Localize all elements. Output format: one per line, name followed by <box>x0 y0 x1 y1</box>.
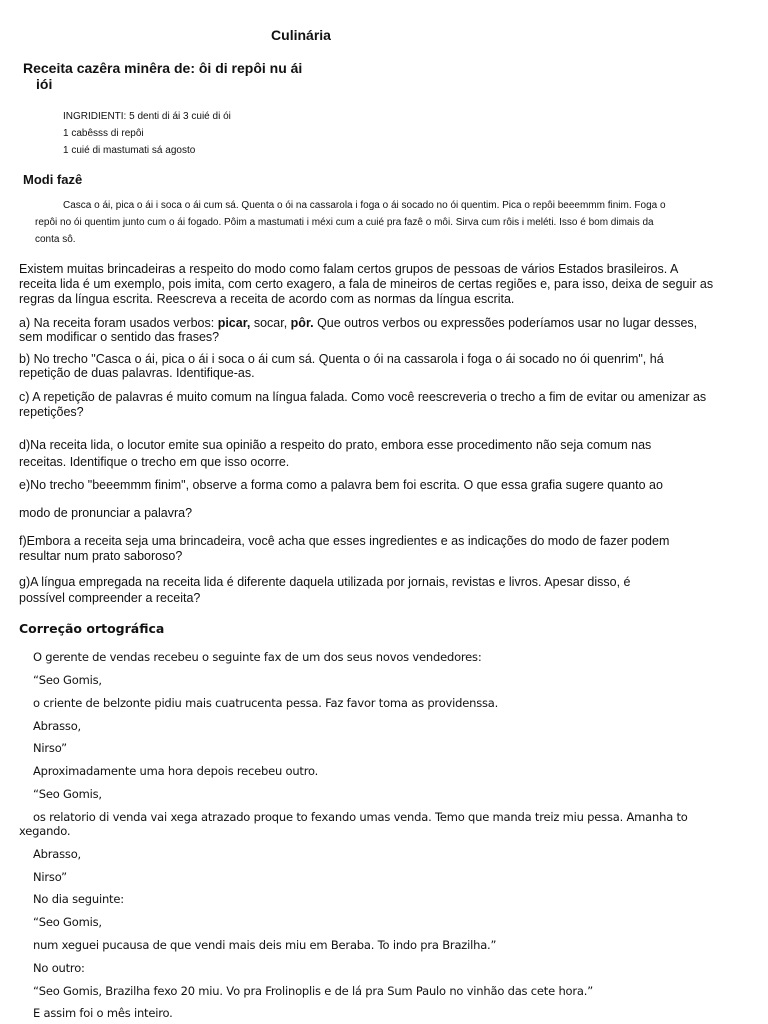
fax-line: E assim foi o mês inteiro. <box>33 1006 173 1020</box>
question-a-line1 <box>19 316 697 331</box>
intro-line: Existem muitas brincadeiras a respeito do modo como falam certos grupos de pessoas de vários Estados brasileiros. A <box>19 262 679 276</box>
fax-line: No outro: <box>33 961 85 975</box>
question-b-line: repetição de duas palavras. Identifique-as. <box>19 366 255 380</box>
ingredient-line: 1 cabêsss di repôi <box>63 128 144 139</box>
question-d-line: receitas. Identifique o trecho em que isso ocorre. <box>19 455 290 469</box>
fax-line: Abrasso, <box>33 847 82 861</box>
intro-line: regras da língua escrita. Reescreva a receita de acordo com as normas da língua escrita. <box>19 292 515 306</box>
recipe-heading-line2: iói <box>36 76 53 92</box>
question-c-line: repetições? <box>19 405 84 419</box>
page-title: Culinária <box>271 27 331 43</box>
fax-line: No dia seguinte: <box>33 892 124 906</box>
question-f-line: f)Embora a receita seja uma brincadeira, você acha que esses ingredientes e as indicações do modo de fazer podem <box>19 534 670 548</box>
question-a-prefix: a) Na receita foram usados verbos: <box>19 316 218 330</box>
question-c-line: c) A repetição de palavras é muito comum na língua falada. Como você reescreveria o trecho a fim de evitar ou amenizar as <box>19 390 707 404</box>
recipe-heading-line1: Receita cazêra minêra de: ôi di repôi nu ái <box>23 60 303 76</box>
intro-line: receita lida é um exemplo, pois imita, com certo exagero, a fala de mineiros de certas regiões e, para isso, deixa de seguir as <box>19 277 714 291</box>
fax-line: “Seo Gomis, <box>33 787 102 801</box>
fax-line: xegando. <box>19 824 71 838</box>
method-text-line: repôi no ói quentim junto cum o ái fogado. Pôim a mastumati i méxi cum a cuié pra fazê o môi. Sirva cum rôis i meléti. Isso é bom dimais da <box>35 217 654 228</box>
fax-line: Nirso” <box>33 870 67 884</box>
fax-line: num xeguei pucausa de que vendi mais deis miu em Beraba. To indo pra Brazilha.” <box>33 938 497 952</box>
question-a-suffix: Que outros verbos ou expressões poderíamos usar no lugar desses, <box>313 316 698 330</box>
fax-line: “Seo Gomis, <box>33 915 102 929</box>
method-text-line: Casca o ái, pica o ái i soca o ái cum sá. Quenta o ói na cassarola i foga o ái socado no ói quentim. Pica o repôi beeemmm finim. Foga o <box>63 200 666 211</box>
question-a-verb-socar: socar, <box>250 316 291 330</box>
fax-line: Abrasso, <box>33 719 82 733</box>
fax-line: os relatorio di venda vai xega atrazado proque to fexando umas venda. Temo que manda treiz miu pessa. Amanha to <box>33 810 688 824</box>
fax-line: Aproximadamente uma hora depois recebeu outro. <box>33 764 319 778</box>
fax-line: Nirso” <box>33 741 67 755</box>
ingredient-line: INGRIDIENTI: 5 denti di ái 3 cuié di ói <box>63 111 231 122</box>
question-f-line: resultar num prato saboroso? <box>19 549 183 563</box>
question-d-line: d)Na receita lida, o locutor emite sua opinião a respeito do prato, embora esse procedimento não seja comum nas <box>19 438 652 452</box>
question-a-line2: sem modificar o sentido das frases? <box>19 330 220 344</box>
question-e-line: e)No trecho "beeemmm finim", observe a forma como a palavra bem foi escrita. O que essa grafia sugere quanto ao <box>19 478 663 492</box>
fax-line: “Seo Gomis, <box>33 673 102 687</box>
question-a-verb-por: pôr. <box>290 316 314 330</box>
question-a-verb-picar: picar, <box>217 316 251 330</box>
method-text-line: conta sô. <box>35 234 76 245</box>
fax-line: “Seo Gomis, Brazilha fexo 20 miu. Vo pra Frolinoplis e de lá pra Sum Paulo no vinhão das cete hora.” <box>33 984 593 998</box>
recipe-heading <box>23 60 343 92</box>
fax-line: O gerente de vendas recebeu o seguinte fax de um dos seus novos vendedores: <box>33 650 482 664</box>
question-b-line: b) No trecho "Casca o ái, pica o ái i soca o ái cum sá. Quenta o ói na cassarola i foga o ái socado no ói quenrim", há <box>19 352 664 366</box>
question-g-line: g)A língua empregada na receita lida é diferente daquela utilizada por jornais, revistas e livros. Apesar disso, é <box>19 575 631 589</box>
question-e-line: modo de pronunciar a palavra? <box>19 506 193 520</box>
fax-line: o criente de belzonte pidiu mais cuatrucenta pessa. Faz favor toma as providenssa. <box>33 696 499 710</box>
correction-heading: Correção ortográfica <box>19 621 165 636</box>
method-heading: Modi fazê <box>23 172 83 187</box>
ingredient-line: 1 cuié di mastumati sá agosto <box>63 145 196 156</box>
question-g-line: possível compreender a receita? <box>19 591 201 605</box>
